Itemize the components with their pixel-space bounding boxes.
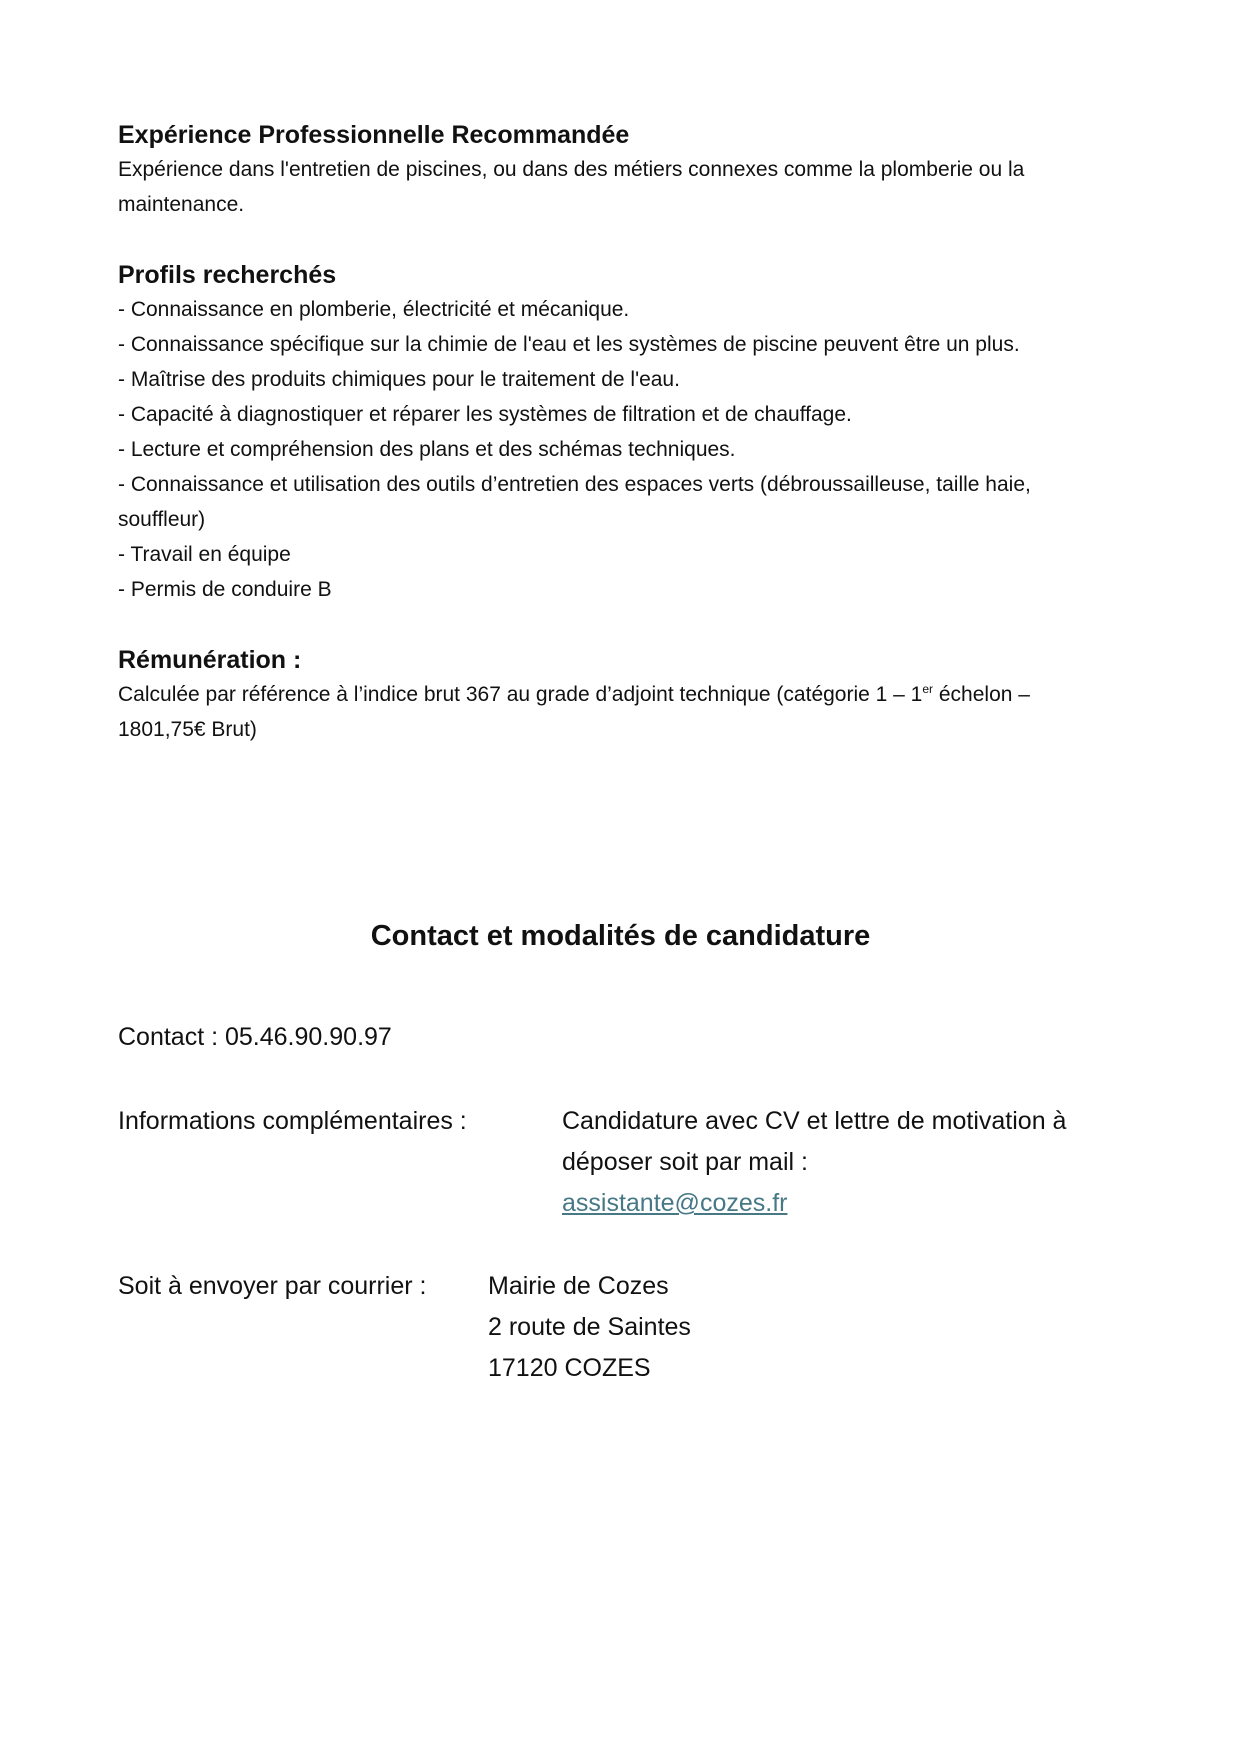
profiles-section	[118, 258, 1118, 607]
list-item: - Maîtrise des produits chimiques pour le traitement de l'eau.	[118, 368, 680, 391]
remuneration-text	[118, 677, 1118, 747]
contact-section-title: Contact et modalités de candidature	[370, 920, 871, 952]
profiles-list	[118, 292, 1118, 607]
address-line: 2 route de Saintes	[488, 1313, 691, 1341]
address-line: Mairie de Cozes	[488, 1272, 669, 1300]
list-item: - Capacité à diagnostiquer et réparer les systèmes de filtration et de chauffage.	[118, 403, 852, 426]
postal-address	[488, 1266, 691, 1389]
list-item: - Connaissance en plomberie, électricité et mécanique.	[118, 298, 630, 321]
experience-heading: Expérience Professionnelle Recommandée	[118, 121, 630, 149]
contact-phone: Contact : 05.46.90.90.97	[118, 1023, 392, 1051]
list-item: - Connaissance et utilisation des outils d’entretien des espaces verts (débroussailleuse, taille haie, souffleur)	[118, 473, 1031, 531]
remuneration-text-start: Calculée par référence à l’indice brut 367 au grade d’adjoint technique (catégorie 1 – 1	[118, 683, 923, 706]
remuneration-text-end: échelon – 1801,75€ Brut)	[118, 683, 1030, 741]
info-text-block	[562, 1101, 1122, 1224]
list-item: - Lecture et compréhension des plans et des schémas techniques.	[118, 438, 736, 461]
info-text: Candidature avec CV et lettre de motivation à déposer soit par mail :	[562, 1107, 1067, 1176]
remuneration-section	[118, 643, 1118, 747]
info-label: Informations complémentaires :	[118, 1107, 467, 1135]
list-item: - Permis de conduire B	[118, 578, 332, 601]
list-item: - Travail en équipe	[118, 543, 291, 566]
experience-section	[118, 118, 1118, 222]
main-content	[118, 118, 1118, 747]
superscript: er	[922, 682, 934, 696]
profiles-heading: Profils recherchés	[118, 261, 337, 289]
mail-label: Soit à envoyer par courrier :	[118, 1272, 427, 1300]
email-link[interactable]: assistante@cozes.fr	[562, 1189, 788, 1217]
remuneration-heading: Rémunération :	[118, 646, 302, 674]
list-item: - Connaissance spécifique sur la chimie de l'eau et les systèmes de piscine peuvent être un plus.	[118, 333, 1020, 356]
experience-text: Expérience dans l'entretien de piscines, ou dans des métiers connexes comme la plomberie ou la maintenance.	[118, 158, 1025, 216]
address-line: 17120 COZES	[488, 1354, 651, 1382]
